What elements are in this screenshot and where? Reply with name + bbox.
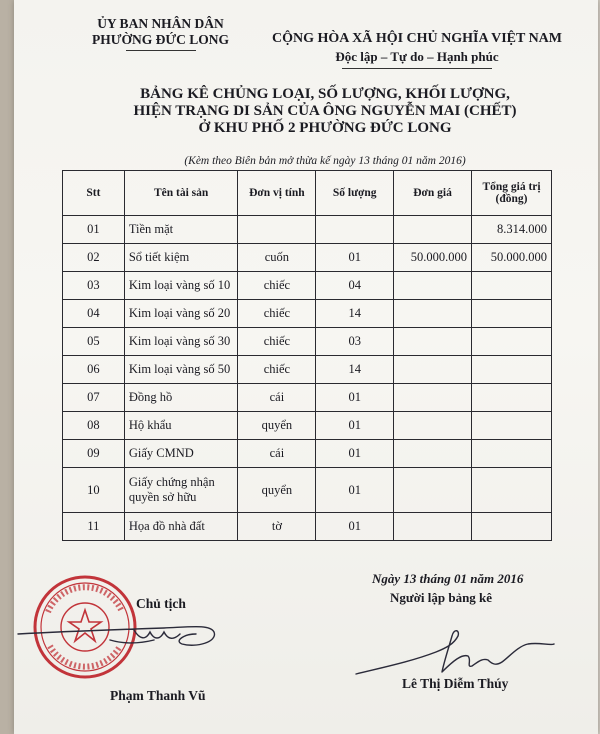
- cell-name: Sổ tiết kiệm: [124, 244, 238, 272]
- cell-total: [472, 513, 552, 541]
- cell-stt: 07: [63, 384, 125, 412]
- preparer-label: Người lập bảng kê: [390, 590, 493, 605]
- authority-line-1: ỦY BAN NHÂN DÂN: [97, 16, 224, 31]
- issuing-authority: [58, 16, 263, 51]
- cell-qty: 03: [316, 328, 394, 356]
- table-row: [63, 412, 552, 440]
- cell-qty: 01: [316, 513, 394, 541]
- cell-unit: chiếc: [238, 272, 316, 300]
- cell-total: [472, 440, 552, 468]
- cell-unit: chiếc: [238, 356, 316, 384]
- authority-line-2: PHƯỜNG ĐỨC LONG: [92, 32, 229, 47]
- cell-stt: 10: [63, 468, 125, 513]
- cell-stt: 06: [63, 356, 125, 384]
- col-header-price: Đơn giá: [394, 171, 472, 216]
- title-line-3: Ở KHU PHỐ 2 PHƯỜNG ĐỨC LONG: [198, 120, 452, 136]
- cell-price: [394, 216, 472, 244]
- cell-unit: chiếc: [238, 300, 316, 328]
- authority-underline: [126, 50, 196, 51]
- cell-name: Kim loại vàng số 30: [124, 328, 238, 356]
- cell-total: [472, 300, 552, 328]
- table-row: [63, 272, 552, 300]
- table-body: [63, 216, 552, 541]
- cell-name: Giấy CMND: [124, 440, 238, 468]
- cell-stt: 11: [63, 513, 125, 541]
- table-row: [63, 468, 552, 513]
- col-header-qty: Số lượng: [316, 171, 394, 216]
- cell-price: [394, 440, 472, 468]
- cell-name: Tiền mặt: [124, 216, 238, 244]
- table-row: [63, 513, 552, 541]
- chairman-signature: [14, 610, 224, 670]
- chairman-name: Phạm Thanh Vũ: [110, 688, 206, 703]
- cell-total: [472, 272, 552, 300]
- background-edge: [0, 0, 14, 734]
- cell-unit: [238, 216, 316, 244]
- cell-total: [472, 356, 552, 384]
- col-header-stt: Stt: [63, 171, 125, 216]
- signing-date: Ngày 13 tháng 01 năm 2016: [372, 571, 524, 586]
- cell-stt: 09: [63, 440, 125, 468]
- cell-qty: 01: [316, 440, 394, 468]
- cell-qty: 01: [316, 244, 394, 272]
- cell-price: [394, 356, 472, 384]
- cell-unit: quyển: [238, 468, 316, 513]
- preparer-signature: [350, 622, 560, 680]
- cell-stt: 05: [63, 328, 125, 356]
- document-title: [90, 86, 560, 137]
- cell-total: [472, 412, 552, 440]
- cell-price: [394, 468, 472, 513]
- cell-price: [394, 272, 472, 300]
- title-line-1: BẢNG KÊ CHỦNG LOẠI, SỐ LƯỢNG, KHỐI LƯỢNG,: [140, 86, 510, 102]
- motto-underline: [342, 68, 492, 69]
- table-row: [63, 244, 552, 272]
- col-header-name: Tên tài sản: [124, 171, 238, 216]
- table-row: [63, 356, 552, 384]
- cell-stt: 08: [63, 412, 125, 440]
- cell-unit: tờ: [238, 513, 316, 541]
- col-header-unit: Đơn vị tính: [238, 171, 316, 216]
- table-row: [63, 440, 552, 468]
- cell-name: Giấy chứng nhận quyền sở hữu: [124, 468, 238, 513]
- cell-qty: 01: [316, 468, 394, 513]
- cell-total: 50.000.000: [472, 244, 552, 272]
- title-line-2: HIỆN TRẠNG DI SẢN CỦA ÔNG NGUYỄN MAI (CHẾT): [133, 103, 517, 119]
- table-row: [63, 384, 552, 412]
- cell-qty: 14: [316, 356, 394, 384]
- preparer-name: Lê Thị Diễm Thúy: [402, 676, 509, 691]
- cell-stt: 03: [63, 272, 125, 300]
- cell-name: Kim loại vàng số 20: [124, 300, 238, 328]
- table-row: [63, 216, 552, 244]
- cell-total: [472, 468, 552, 513]
- cell-price: [394, 513, 472, 541]
- cell-price: [394, 384, 472, 412]
- cell-name: Kim loại vàng số 10: [124, 272, 238, 300]
- table-row: [63, 300, 552, 328]
- col-header-total: Tổng giá trị (đồng): [472, 171, 552, 216]
- cell-total: 8.314.000: [472, 216, 552, 244]
- inventory-table: [62, 170, 552, 541]
- cell-price: 50.000.000: [394, 244, 472, 272]
- cell-unit: chiếc: [238, 328, 316, 356]
- national-title: CỘNG HÒA XÃ HỘI CHỦ NGHĨA VIỆT NAM: [271, 31, 562, 46]
- cell-unit: cái: [238, 384, 316, 412]
- cell-qty: 01: [316, 384, 394, 412]
- national-header: [262, 30, 572, 69]
- document-subtitle: (Kèm theo Biên bản mở thừa kế ngày 13 tháng 01 năm 2016): [184, 155, 466, 167]
- cell-price: [394, 412, 472, 440]
- national-motto: Độc lập – Tự do – Hạnh phúc: [335, 49, 499, 64]
- cell-unit: cuốn: [238, 244, 316, 272]
- cell-stt: 01: [63, 216, 125, 244]
- cell-total: [472, 328, 552, 356]
- cell-name: Họa đồ nhà đất: [124, 513, 238, 541]
- cell-name: Đồng hồ: [124, 384, 238, 412]
- cell-total: [472, 384, 552, 412]
- cell-unit: quyển: [238, 412, 316, 440]
- cell-name: Kim loại vàng số 50: [124, 356, 238, 384]
- chairman-label: Chủ tịch: [136, 596, 186, 611]
- cell-qty: 01: [316, 412, 394, 440]
- cell-stt: 04: [63, 300, 125, 328]
- cell-qty: 14: [316, 300, 394, 328]
- cell-stt: 02: [63, 244, 125, 272]
- cell-qty: [316, 216, 394, 244]
- table-header-row: [63, 171, 552, 216]
- cell-unit: cái: [238, 440, 316, 468]
- table-row: [63, 328, 552, 356]
- cell-qty: 04: [316, 272, 394, 300]
- cell-name: Hộ khẩu: [124, 412, 238, 440]
- cell-price: [394, 300, 472, 328]
- cell-price: [394, 328, 472, 356]
